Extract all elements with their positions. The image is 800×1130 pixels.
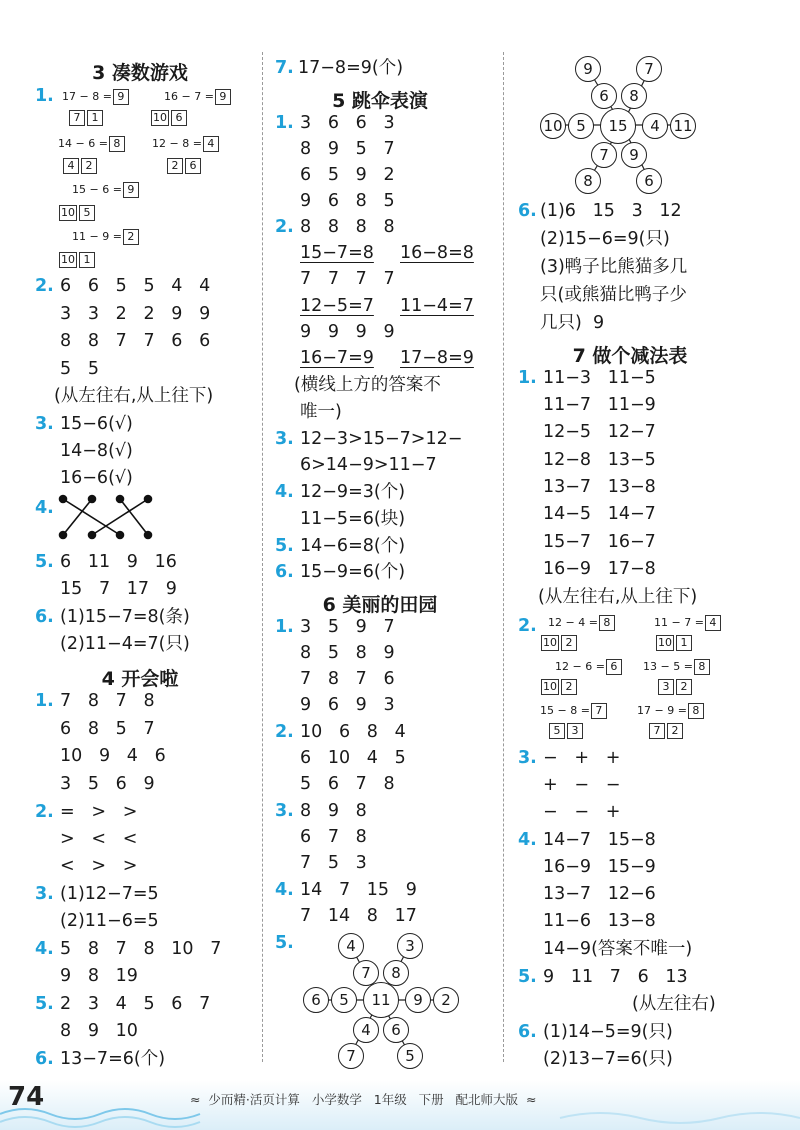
number-circle: 8 (575, 168, 601, 194)
answer-row: (1)6 15 3 12 (540, 201, 682, 221)
answer-row: 3 5 9 7 (300, 617, 395, 637)
answer-row: 3 3 2 2 9 9 (60, 304, 211, 324)
answer-row: 17−8=9(个) (298, 58, 404, 78)
split-boxes: 10 2 (540, 679, 578, 695)
answer-row: (2)11−4=7(只) (60, 634, 190, 654)
page-number: 74 (8, 1082, 45, 1112)
number-circle: 9 (405, 987, 431, 1013)
number-circle: 9 (575, 56, 601, 82)
section-title-6: 6 美丽的田园 (322, 594, 438, 616)
answer-row: 6 11 9 16 (60, 552, 177, 572)
answer-row: 8 9 5 7 (300, 139, 395, 159)
answer-row: 13−7=6(个) (60, 1049, 166, 1069)
answer-row: 5 8 7 8 10 7 (60, 939, 222, 959)
split-boxes: 2 6 (166, 158, 202, 174)
equation-line: 16−8=8 (400, 243, 474, 263)
answer-row: 6 5 9 2 (300, 165, 395, 185)
number-circle: 4 (338, 933, 364, 959)
split-equation: 17 − 9 = 8 (637, 703, 705, 719)
question-number: 6. (35, 607, 54, 627)
answer-row: 9 8 19 (60, 966, 138, 986)
split-boxes: 3 2 (657, 679, 693, 695)
answer-note: (横线上方的答案不 (294, 375, 441, 395)
number-circle: 5 (397, 1043, 423, 1069)
answer-row: (2)15−6=9(只) (540, 229, 670, 249)
split-boxes: 7 1 (68, 110, 104, 126)
split-boxes: 5 3 (548, 723, 584, 739)
question-number: 1. (35, 691, 54, 711)
question-number: 2. (35, 276, 54, 296)
answer-row: 11−5=6(块) (300, 509, 406, 529)
number-circle: 8 (621, 83, 647, 109)
question-number: 2. (518, 616, 537, 636)
answer-row: 6 7 8 (300, 827, 367, 847)
answer-row: = > > (60, 802, 138, 822)
question-number: 1. (275, 113, 294, 133)
number-circle: 6 (591, 83, 617, 109)
answer-row: 7 7 7 7 (300, 269, 395, 289)
number-circle: 4 (642, 113, 668, 139)
question-number: 4. (275, 482, 294, 502)
question-number: 5. (275, 536, 294, 556)
split-boxes: 10 2 (540, 635, 578, 651)
section-title-7: 7 做个减法表 (572, 345, 688, 367)
split-equation: 12 − 6 = 6 (555, 659, 623, 675)
question-number: 4. (518, 830, 537, 850)
answer-row: 14 7 15 9 (300, 880, 417, 900)
question-number: 4. (35, 939, 54, 959)
answer-row: + − − (543, 775, 621, 795)
number-circle: 4 (353, 1017, 379, 1043)
number-circle: 7 (338, 1043, 364, 1069)
answer-row: 只(或熊猫比鸭子少 (540, 285, 687, 305)
number-circle: 10 (540, 113, 566, 139)
answer-row: 14−6=8(个) (300, 536, 406, 556)
answer-row: 9 11 7 6 13 (543, 967, 688, 987)
answer-row: − − + (543, 802, 621, 822)
question-number: 3. (35, 414, 54, 434)
number-circle: 7 (591, 142, 617, 168)
answer-row: (1)14−5=9(只) (543, 1022, 673, 1042)
answer-note: (从左往右,从上往下) (538, 587, 698, 607)
answer-row: 16−9 15−9 (543, 857, 656, 877)
split-equation: 17 − 8 = 9 (62, 89, 130, 105)
split-boxes: 10 1 (655, 635, 693, 651)
equation-line: 15−7=8 (300, 243, 374, 263)
answer-row: 16−9 17−8 (543, 559, 656, 579)
answer-row: 15−9=6(个) (300, 562, 406, 582)
number-circle: 6 (636, 168, 662, 194)
split-boxes: 10 6 (150, 110, 188, 126)
question-number: 7. (275, 58, 294, 78)
split-boxes: 10 5 (58, 205, 96, 221)
split-boxes: 4 2 (62, 158, 98, 174)
section-title-4: 4 开会啦 (101, 668, 179, 690)
column-separator-1 (262, 52, 263, 1062)
number-circle: 8 (383, 960, 409, 986)
question-number: 3. (35, 884, 54, 904)
answer-row: 12−9=3(个) (300, 482, 406, 502)
question-number: 1. (275, 617, 294, 637)
answer-row: 12−3>15−7>12− (300, 429, 463, 449)
answer-row: 8 5 8 9 (300, 643, 395, 663)
answer-row: (1)12−7=5 (60, 884, 159, 904)
equation-line: 16−7=9 (300, 348, 374, 368)
answer-row: 9 9 9 9 (300, 322, 395, 342)
answer-row: 5 6 7 8 (300, 774, 395, 794)
question-number: 1. (518, 368, 537, 388)
answer-row: 8 8 8 8 (300, 217, 395, 237)
number-circle: 3 (397, 933, 423, 959)
answer-row: 9 6 9 3 (300, 695, 395, 715)
question-number: 6. (518, 201, 537, 221)
number-circle: 5 (568, 113, 594, 139)
answer-row: 9 6 8 5 (300, 191, 395, 211)
question-number: 5. (35, 552, 54, 572)
number-circle: 2 (433, 987, 459, 1013)
column-separator-2 (503, 52, 504, 1062)
number-circle: 7 (353, 960, 379, 986)
answer-row: (2)11−6=5 (60, 911, 159, 931)
answer-row: (2)13−7=6(只) (543, 1049, 673, 1069)
question-number: 5. (518, 967, 537, 987)
question-number: 5. (275, 933, 294, 953)
split-equation: 11 − 9 = 2 (72, 229, 140, 245)
question-number: 6. (35, 1049, 54, 1069)
split-equation: 15 − 8 = 7 (540, 703, 608, 719)
number-circle: 6 (383, 1017, 409, 1043)
matching-lines-diagram (55, 493, 155, 543)
answer-row: 12−5 12−7 (543, 422, 656, 442)
answer-row: 14−7 15−8 (543, 830, 656, 850)
number-circle-center: 15 (600, 108, 636, 144)
answer-row: 几只) 9 (540, 313, 605, 333)
answer-row: 14−5 14−7 (543, 504, 656, 524)
answer-row: 10 9 4 6 (60, 746, 166, 766)
answer-note: 唯一) (300, 402, 342, 422)
equation-line: 11−4=7 (400, 296, 474, 316)
question-number: 1. (35, 86, 54, 106)
answer-row: 6 6 5 5 4 4 (60, 276, 211, 296)
answer-row: 11−6 13−8 (543, 911, 656, 931)
split-equation: 11 − 7 = 4 (654, 615, 722, 631)
question-number: 6. (275, 562, 294, 582)
split-equation: 14 − 6 = 8 (58, 136, 126, 152)
answer-row: 11−3 11−5 (543, 368, 656, 388)
answer-row: 6>14−9>11−7 (300, 455, 437, 475)
answer-row: 16−6(√) (60, 468, 133, 488)
split-equation: 15 − 6 = 9 (72, 182, 140, 198)
question-number: 4. (35, 498, 54, 518)
answer-note: (从左往右,从上往下) (54, 386, 214, 406)
footer-text: ≈ 少而精·活页计算 小学数学 1年级 下册 配北师大版 ≈ (190, 1092, 537, 1107)
section-title-3: 3 凑数游戏 (92, 62, 188, 84)
answer-row: > < < (60, 829, 138, 849)
number-circle-center: 11 (363, 982, 399, 1018)
split-equation: 13 − 5 = 8 (643, 659, 711, 675)
answer-row: 14−8(√) (60, 441, 133, 461)
question-number: 2. (275, 217, 294, 237)
answer-row: 6 8 5 7 (60, 719, 155, 739)
split-equation: 12 − 4 = 8 (548, 615, 616, 631)
equation-line: 17−8=9 (400, 348, 474, 368)
answer-row: 7 8 7 6 (300, 669, 395, 689)
answer-row: 7 8 7 8 (60, 691, 155, 711)
question-number: 3. (518, 748, 537, 768)
answer-row: 8 9 8 (300, 801, 367, 821)
question-number: 5. (35, 994, 54, 1014)
answer-row: 13−7 13−8 (543, 477, 656, 497)
answer-row: 3 6 6 3 (300, 113, 395, 133)
answer-row: 6 10 4 5 (300, 748, 406, 768)
question-number: 2. (35, 802, 54, 822)
question-number: 3. (275, 429, 294, 449)
number-circle: 11 (670, 113, 696, 139)
answer-row: (3)鸭子比熊猫多几 (540, 257, 688, 277)
answer-note: (从左往右) (632, 994, 716, 1014)
question-number: 3. (275, 801, 294, 821)
split-equation: 16 − 7 = 9 (164, 89, 232, 105)
number-circle: 7 (636, 56, 662, 82)
split-boxes: 7 2 (648, 723, 684, 739)
answer-row: < > > (60, 856, 138, 876)
answer-row: 15−7 16−7 (543, 532, 656, 552)
split-equation: 12 − 8 = 4 (152, 136, 220, 152)
answer-row: (1)15−7=8(条) (60, 607, 190, 627)
number-circle: 9 (621, 142, 647, 168)
section-title-5: 5 跳伞表演 (332, 90, 428, 112)
answer-row: 5 5 (60, 359, 99, 379)
answer-row: 12−8 13−5 (543, 450, 656, 470)
split-boxes: 10 1 (58, 252, 96, 268)
answer-row: − + + (543, 748, 621, 768)
answer-row: 13−7 12−6 (543, 884, 656, 904)
answer-row: 14−9(答案不唯一) (543, 939, 693, 959)
answer-row: 15−6(√) (60, 414, 133, 434)
answer-row: 8 9 10 (60, 1021, 138, 1041)
answer-row: 8 8 7 7 6 6 (60, 331, 211, 351)
answer-row: 7 5 3 (300, 853, 367, 873)
answer-row: 7 14 8 17 (300, 906, 417, 926)
number-circle: 6 (303, 987, 329, 1013)
answer-row: 10 6 8 4 (300, 722, 406, 742)
answer-row: 2 3 4 5 6 7 (60, 994, 211, 1014)
answer-row: 3 5 6 9 (60, 774, 155, 794)
equation-line: 12−5=7 (300, 296, 374, 316)
answer-row: 15 7 17 9 (60, 579, 177, 599)
answer-row: 11−7 11−9 (543, 395, 656, 415)
number-circle: 5 (331, 987, 357, 1013)
question-number: 2. (275, 722, 294, 742)
question-number: 6. (518, 1022, 537, 1042)
question-number: 4. (275, 880, 294, 900)
